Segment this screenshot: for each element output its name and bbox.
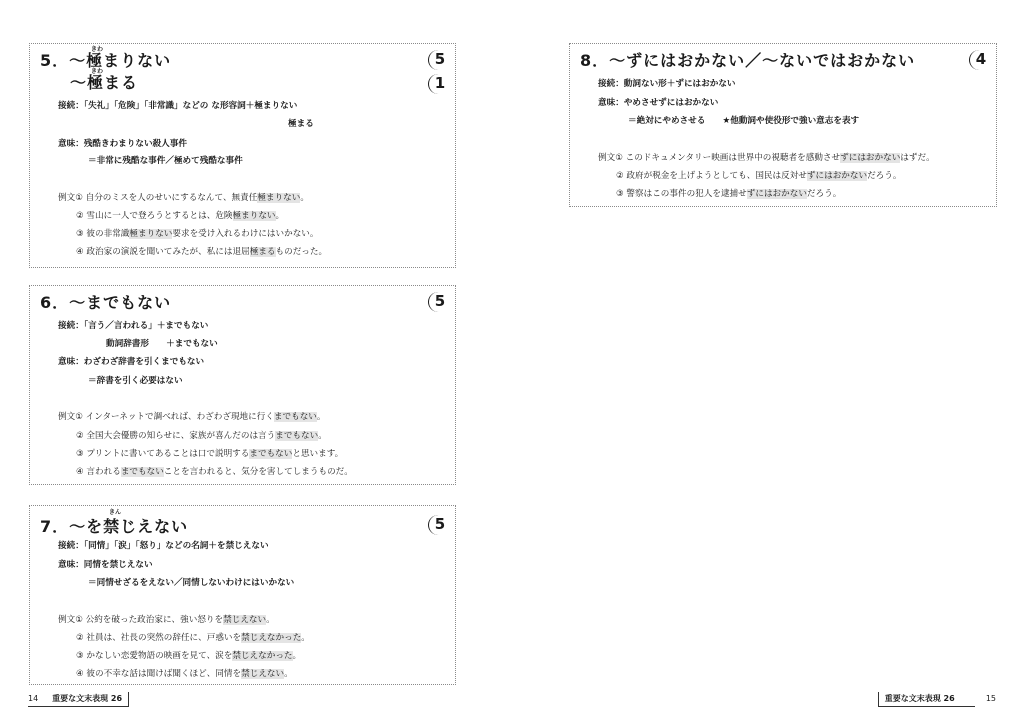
level-mark-icon: 5 — [431, 50, 449, 68]
footer-right — [878, 692, 996, 706]
example-sentence: 例文① 公約を破った政治家に、強い怒りを禁じえない。 — [58, 615, 275, 625]
section-6-title: 6．～までもない — [40, 293, 172, 312]
page-number-right: 15 — [985, 694, 996, 703]
example-sentence: ④ 政治家の演説を聞いてみたが、私には退屈極まるものだった。 — [76, 247, 328, 257]
example-sentence: ③ かなしい恋愛物語の映画を見て、涙を禁じえなかった。 — [76, 651, 302, 661]
section-5-connection-2: 極まる — [288, 119, 314, 129]
example-sentence: ③ 警察はこの事件の犯人を逮捕せずにはおかないだろう。 — [616, 189, 842, 199]
section-7-box — [29, 505, 456, 685]
level-mark-icon: 4 — [972, 50, 990, 68]
example-sentence: ② 政府が税金を上げようとしても、国民は反対せずにはおかないだろう。 — [616, 171, 902, 181]
example-sentence: ③ プリントに書いてあることは口で説明するまでもないと思います。 — [76, 449, 344, 459]
section-7-connection: 接続：「同情」「涙」「怒り」などの名詞＋を禁じえない — [58, 541, 269, 551]
section-8-connection: 接続：動詞ない形＋ずにはおかない — [598, 79, 736, 89]
example-sentence: ② 雪山に一人で登ろうとするとは、危険極まりない。 — [76, 211, 285, 221]
section-5-title: 5．～極まりない — [40, 51, 172, 70]
level-mark-icon: 1 — [431, 74, 449, 92]
section-8-title: 8．～ずにはおかない／～ないではおかない — [580, 51, 916, 70]
section-8-meaning: 意味：やめさせずにはおかない — [598, 98, 719, 108]
section-5-box — [29, 43, 456, 268]
section-6-meaning: 意味：わざわざ辞書を引くまでもない — [58, 357, 205, 367]
section-7-ruby: きん — [109, 509, 122, 516]
footer-right-title: 重要な文末表現 26 — [884, 694, 955, 703]
section-6-connection-2: 動詞辞書形 ＋までもない — [106, 339, 218, 349]
example-sentence: ② 全国大会優勝の知らせに、家族が喜んだのは言うまでもない。 — [76, 431, 327, 441]
page-number-left: 14 — [28, 694, 39, 703]
level-mark-icon: 5 — [431, 515, 449, 533]
footer-left — [28, 692, 129, 707]
section-8-box — [569, 43, 997, 207]
example-sentence: ④ 彼の不幸な話は聞けば聞くほど、同情を禁じえない。 — [76, 669, 293, 679]
section-5-meaning-2: ＝非常に残酷な事件／極めて残酷な事件 — [88, 156, 243, 166]
example-sentence: 例文① このドキュメンタリー映画は世界中の視聴者を感動させずにはおかないはずだ。 — [598, 153, 935, 163]
section-5-connection: 接続：「失礼」「危険」「非常識」などの な形容詞＋極まりない — [58, 101, 298, 111]
section-6-connection: 接続：「言う／言われる」＋までもない — [58, 321, 209, 331]
section-8-meaning-2: ＝絶対にやめさせる ★他動詞や使役形で強い意志を表す — [628, 116, 860, 126]
section-5-title-alt: ～極まる — [70, 73, 139, 92]
example-sentence: ④ 言われるまでもないことを言われると、気分を害してしまうものだ。 — [76, 467, 353, 477]
section-5-ruby-2: きわ — [91, 68, 104, 75]
example-sentence: 例文① 自分のミスを人のせいにするなんて、無責任極まりない。 — [58, 193, 309, 203]
example-sentence: 例文① インターネットで調べれば、わざわざ現地に行くまでもない。 — [58, 412, 326, 422]
section-5-ruby-1: きわ — [91, 46, 104, 53]
section-7-meaning-2: ＝同情せざるをえない／同情しないわけにはいかない — [88, 578, 295, 588]
section-6-meaning-2: ＝辞書を引く必要はない — [88, 376, 183, 386]
example-sentence: ② 社員は、社長の突然の辞任に、戸惑いを禁じえなかった。 — [76, 633, 310, 643]
section-5-meaning: 意味：残酷きわまりない殺人事件 — [58, 139, 187, 149]
section-7-title: 7．～を禁じえない — [40, 517, 189, 536]
footer-left-title: 重要な文末表現 26 — [52, 694, 123, 703]
section-6-box — [29, 285, 456, 485]
level-mark-icon: 5 — [431, 292, 449, 310]
example-sentence: ③ 彼の非常識極まりない要求を受け入れるわけにはいかない。 — [76, 229, 319, 239]
section-7-meaning: 意味：同情を禁じえない — [58, 560, 153, 570]
